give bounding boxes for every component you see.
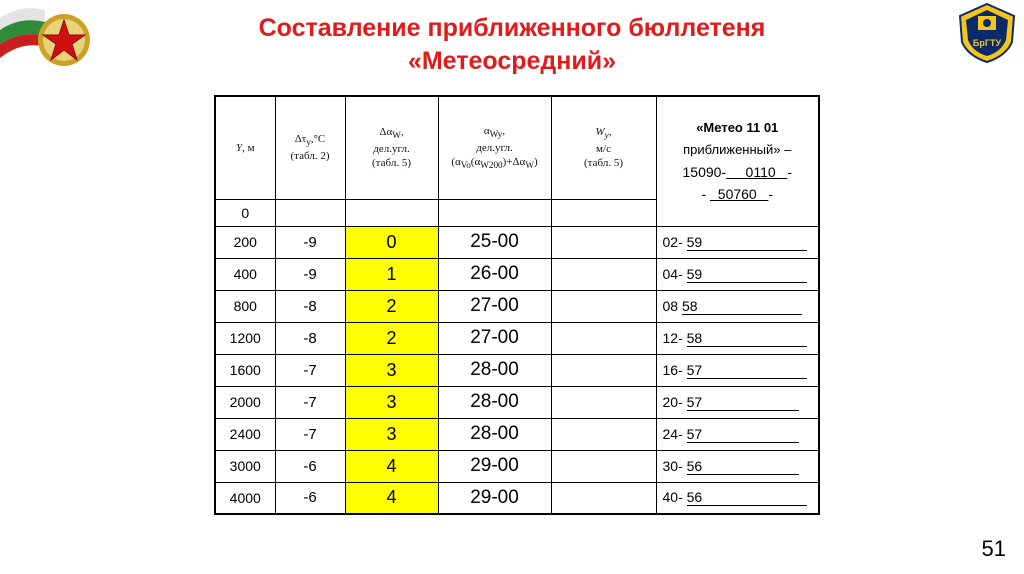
table-row [215,322,819,354]
meteo-value: 57 [687,394,799,411]
meteo-prefix: 30- [662,457,687,474]
cell-temp-deviation: -7 [275,354,345,386]
cell-height: 2000 [215,386,275,418]
header-temp-deviation: $\Delta\tau_y,^\circ С$ (табл. 2) [275,96,345,199]
cell-temp-deviation: -7 [275,386,345,418]
cell-temp-deviation: -8 [275,322,345,354]
cell-height: 200 [215,226,275,258]
cell-height: 1200 [215,322,275,354]
cell-wind-speed [551,258,656,290]
cell-height: 4000 [215,482,275,514]
cell-direction-deviation: 3 [345,386,438,418]
cell-empty [438,199,551,226]
cell-meteo-entry [656,226,819,258]
cell-meteo-entry [656,290,819,322]
cell-direction-deviation: 2 [345,290,438,322]
meteo-value: 58 [687,330,807,347]
table-row [215,418,819,450]
header-height: Y, м [215,96,275,199]
cell-temp-deviation: -6 [275,482,345,514]
cell-wind-speed [551,322,656,354]
cell-wind-speed [551,226,656,258]
page-number: 51 [981,536,1006,561]
cell-height: 3000 [215,450,275,482]
bulletin-table [214,95,820,515]
meteo-prefix: 24- [662,425,687,442]
logo-text: БрГТУ [972,38,1002,48]
cell-meteo-entry [656,450,819,482]
cell-meteo-entry [656,418,819,450]
cell-wind-speed [551,290,656,322]
cell-temp-deviation: -8 [275,290,345,322]
table-row [215,290,819,322]
cell-wind-direction: 25-00 [438,226,551,258]
cell-wind-speed [551,450,656,482]
table-row [215,226,819,258]
title-line-2: «Метеосредний» [407,47,617,75]
meteo-value: 58 [682,298,802,315]
meteo-value: 59 [687,266,807,283]
cell-height: 400 [215,258,275,290]
cell-wind-direction: 27-00 [438,322,551,354]
cell-height: 0 [215,199,275,226]
cell-direction-deviation: 1 [345,258,438,290]
meteo-prefix: 20- [662,393,687,410]
header-wind-speed: $W_y$, м/с (табл. 5) [551,96,656,199]
cell-empty [275,199,345,226]
cell-wind-direction: 28-00 [438,386,551,418]
cell-direction-deviation: 3 [345,354,438,386]
cell-direction-deviation: 0 [345,226,438,258]
cell-wind-direction: 26-00 [438,258,551,290]
header-direction-deviation: $\Delta\alpha_W$, дел.угл. (табл. 5) [345,96,438,199]
cell-meteo-entry [656,354,819,386]
cell-direction-deviation: 3 [345,418,438,450]
table-row [215,258,819,290]
meteo-prefix: 08 [662,297,682,314]
meteo-prefix: 12- [662,329,687,346]
cell-temp-deviation: -7 [275,418,345,450]
meteo-prefix: 40- [662,489,687,506]
meteo-prefix: 04- [662,265,687,282]
meteo-prefix: 02- [662,233,687,250]
title-line-1: Составление приближенного бюллетеня [258,14,766,42]
cell-empty [345,199,438,226]
header-meteo-bulletin: «Метео 11 01 приближенный» – 15090- 0110 - - 50760 - [656,96,819,226]
header-wind-direction: $\alpha_{Wy}$, дел.угл. $(\alpha_{Vo}(\alpha_{W200})+\Delta\alpha_W)$ [438,96,551,199]
cell-meteo-entry [656,482,819,514]
cell-height: 2400 [215,418,275,450]
emblem-star-icon [0,0,95,70]
cell-wind-direction: 28-00 [438,418,551,450]
cell-wind-speed [551,418,656,450]
meteo-value: 57 [687,426,799,443]
table-row [215,354,819,386]
cell-temp-deviation: -9 [275,258,345,290]
cell-direction-deviation: 4 [345,482,438,514]
header-row [215,96,819,199]
cell-meteo-entry [656,258,819,290]
cell-height: 800 [215,290,275,322]
cell-height: 1600 [215,354,275,386]
cell-temp-deviation: -6 [275,450,345,482]
cell-temp-deviation: -9 [275,226,345,258]
cell-wind-speed [551,482,656,514]
meteo-prefix: 16- [662,361,687,378]
page-title [150,12,874,78]
cell-direction-deviation: 2 [345,322,438,354]
cell-direction-deviation: 4 [345,450,438,482]
cell-empty [551,199,656,226]
table-row [215,450,819,482]
meteo-value: 56 [687,489,807,506]
cell-wind-direction: 28-00 [438,354,551,386]
university-logo-icon [956,2,1018,64]
cell-wind-direction: 27-00 [438,290,551,322]
cell-wind-speed [551,386,656,418]
meteo-value: 57 [687,362,807,379]
cell-meteo-entry [656,322,819,354]
meteo-value: 59 [687,234,807,251]
cell-wind-direction: 29-00 [438,450,551,482]
table-row [215,386,819,418]
cell-wind-speed [551,354,656,386]
cell-wind-direction: 29-00 [438,482,551,514]
cell-meteo-entry [656,386,819,418]
meteo-value: 56 [687,458,799,475]
table-row [215,482,819,514]
